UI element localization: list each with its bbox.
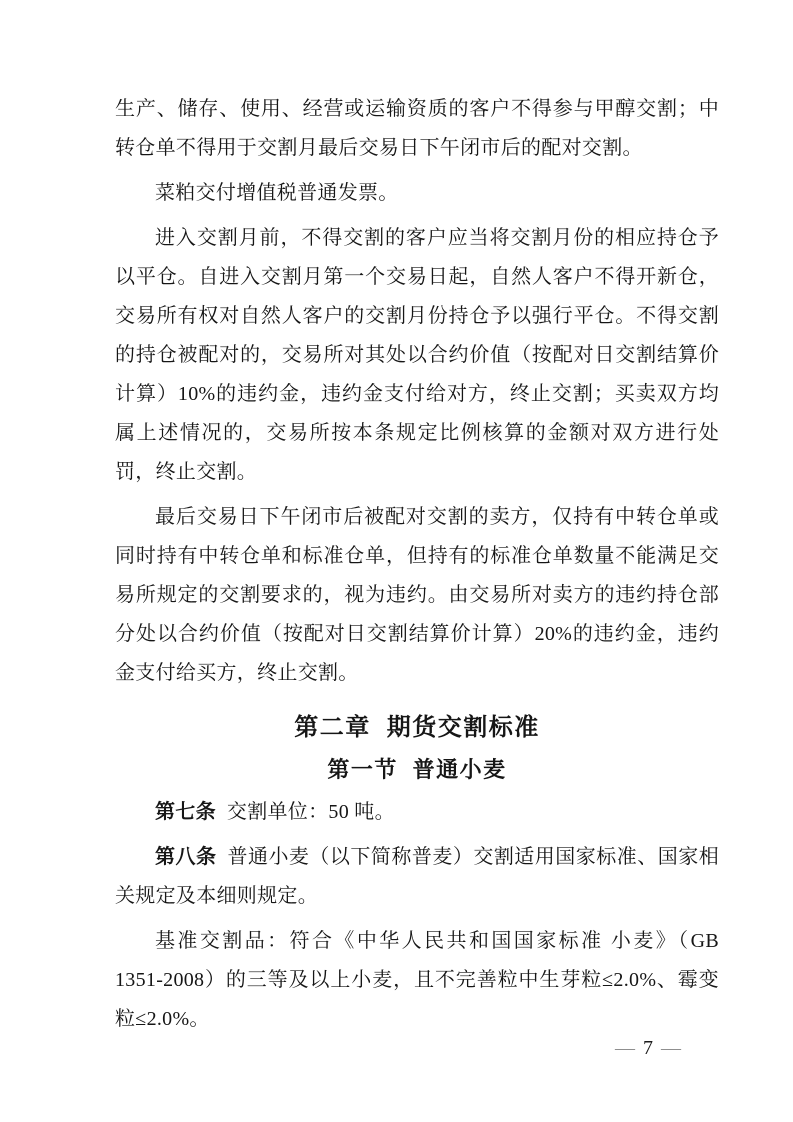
paragraph-delivery-month-rules: 进入交割月前，不得交割的客户应当将交割月份的相应持仓予以平仓。自进入交割月第一个交易日起，自然人客户不得开新仓，交易所有权对自然人客户的交割月份持仓予以强行平仓。不得交割的持仓被配对的，交易所对其处以合约价值（按配对日交割结算价计算）10%的违约金，违约金支付给对方，终止交割；买卖双方均属上述情况的，交易所按本条规定比例核算的金额对双方进行处罚，终止交割。	[115, 227, 719, 483]
article-8-number: 第八条	[155, 846, 217, 868]
section-heading: 第一节 普通小麦	[327, 757, 507, 782]
paragraph-rapeseed-meal-invoice: 菜粕交付增值税普通发票。	[155, 182, 399, 204]
paragraph-article-7	[115, 793, 719, 832]
article-8-text: 普通小麦（以下简称普麦）交割适用国家标准、国家相关规定及本细则规定。	[115, 846, 719, 907]
page-number-dash-right: —	[661, 1037, 681, 1059]
page-number	[615, 1037, 681, 1060]
paragraph-benchmark-deliverable: 基准交割品：符合《中华人民共和国国家标准 小麦》（GB 1351-2008）的三等及以上小麦，且不完善粒中生芽粒≤2.0%、霉变粒≤2.0%。	[115, 930, 719, 1030]
chapter-heading: 第二章 期货交割标准	[294, 715, 540, 741]
paragraph-seller-default-rules: 最后交易日下午闭市后被配对交割的卖方，仅持有中转仓单或同时持有中转仓单和标准仓单，但持有的标准仓单数量不能满足交易所规定的交割要求的，视为违约。由交易所对卖方的违约持仓部分处以合约价值（按配对日交割结算价计算）20%的违约金，违约金支付给买方，终止交割。	[115, 506, 719, 684]
paragraph-methanol-continuation: 生产、储存、使用、经营或运输资质的客户不得参与甲醇交割；中转仓单不得用于交割月最后交易日下午闭市后的配对交割。	[115, 98, 719, 159]
page-number-dash-left: —	[615, 1037, 635, 1059]
paragraph-article-8	[115, 838, 719, 916]
document-body	[115, 90, 719, 1045]
article-7-text: 交割单位：50 吨。	[226, 801, 395, 823]
page-number-value: 7	[643, 1037, 653, 1059]
article-7-number: 第七条	[155, 801, 216, 823]
